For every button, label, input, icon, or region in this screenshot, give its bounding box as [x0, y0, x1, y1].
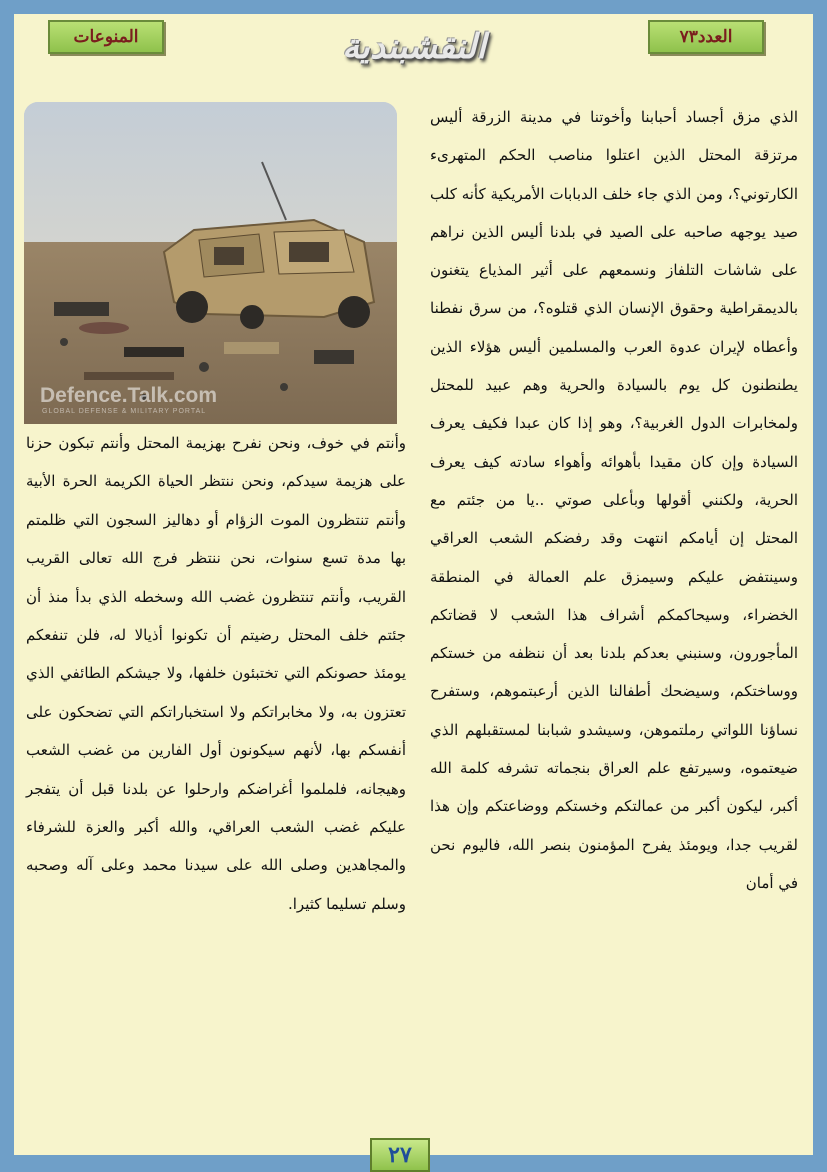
photo-watermark-subtitle: GLOBAL DEFENSE & MILITARY PORTAL: [42, 408, 207, 415]
article-left-column: [26, 424, 406, 923]
article-right-column: [430, 98, 798, 902]
magazine-logo: النقشبندية: [342, 27, 486, 67]
photo-illustration: [24, 102, 397, 424]
article-paragraph: وأنتم في خوف، ونحن نفرح بهزيمة المحتل وأنتم تبكون حزنا على هزيمة سيدكم، ونحن ننتظر الحياة الكريمة الحرة الأبية وأنتم تنتظرون الموت الزؤام أو دهاليز السجون التي ظلمتم بها مدة تسع سنوات، نحن ننتظر فرج الله تعالى القريب القريب، وأنتم تنتظرون غضب الله وسخطه الذي بدأ منذ أن جئتم خلف المحتل رضيتم أن تكونوا أذيالا له، فلن تنفعكم يومئذ حصونكم التي تختبئون خلفها، ولا جيشكم الطائفي الذي تعتزون به، ولا مخابراتكم ولا استخباراتكم التي تضحكون على أنفسكم بها، لأنهم سيكونون أول الفارين من غضب الشعب وهيجانه، فلملموا أغراضكم وارحلوا عن بلدنا قبل أن يتفجر عليكم غضب الشعب العراقي، والله أكبر والعزة للشرفاء والمجاهدين وصلى الله على سيدنا محمد وعلى آله وصحبه وسلم تسليما كثيرا.: [26, 434, 406, 913]
article-paragraph: الذي مزق أجساد أحبابنا وأخوتنا في مدينة الزرقة أليس مرتزقة المحتل الذين اعتلوا مناصب الحكم المتهرىء الكارتوني؟، ومن الذي جاء خلف الدبابات الأمريكية كأنه كلب صيد يوجهه صاحبه على الصيد في بلدنا أليس الذين نراهم على شاشات التلفاز ونسمعهم على أثير المذياع يتغنون بالديمقراطية وحقوق الإنسان الذي قتلوه؟، من سرق نفطنا وأعطاه لإيران عدوة العرب والمسلمين أليس هؤلاء الذين يطنطنون كل يوم بالسيادة والحرية وهم عبيد للمحتل ولمخابرات الدول الغربية؟، وهو إذا كان عبدا فكيف يعرف السيادة وإن كان مقيدا بأهوائه وأهواء سادته كيف يعرف الحرية، ولكنني أقولها وبأعلى صوتي ..يا من جئتم مع المحتل إن أيامكم انتهت وقد رفضكم الشعب العراقي وسينتفض عليكم وسيمزق علم العمالة في المنطقة الخضراء، وسيحاكمكم أشراف هذا الشعب لا قضاتكم المأجورون، وسنبني بعدكم بلدنا بعد أن ننظفه من خستكم ووساختكم، وسيضحك أطفالنا الذين أرعبتموهم، وستفرح نساؤنا اللواتي رملتموهن، وسيشدو شبابنا لمستقبلهم الذي ضيعتموه، وسيرتفع علم العراق بنجماته تشرفه كلمة الله أكبر، ليكون أكبر من عمالتكم وخستكم ووضاعتكم وإن هذا لقريب جدا، ويومئذ يفرح المؤمنون بنصر الله، فاليوم نحن في أمان: [430, 108, 798, 892]
destroyed-vehicle-photo: [24, 102, 397, 424]
section-label: المنوعات: [48, 20, 164, 54]
issue-label: العدد٧٣: [648, 20, 764, 54]
page-number: ٢٧: [370, 1138, 430, 1172]
page: [14, 14, 813, 1155]
photo-watermark: Defence.Talk.com: [40, 384, 218, 407]
